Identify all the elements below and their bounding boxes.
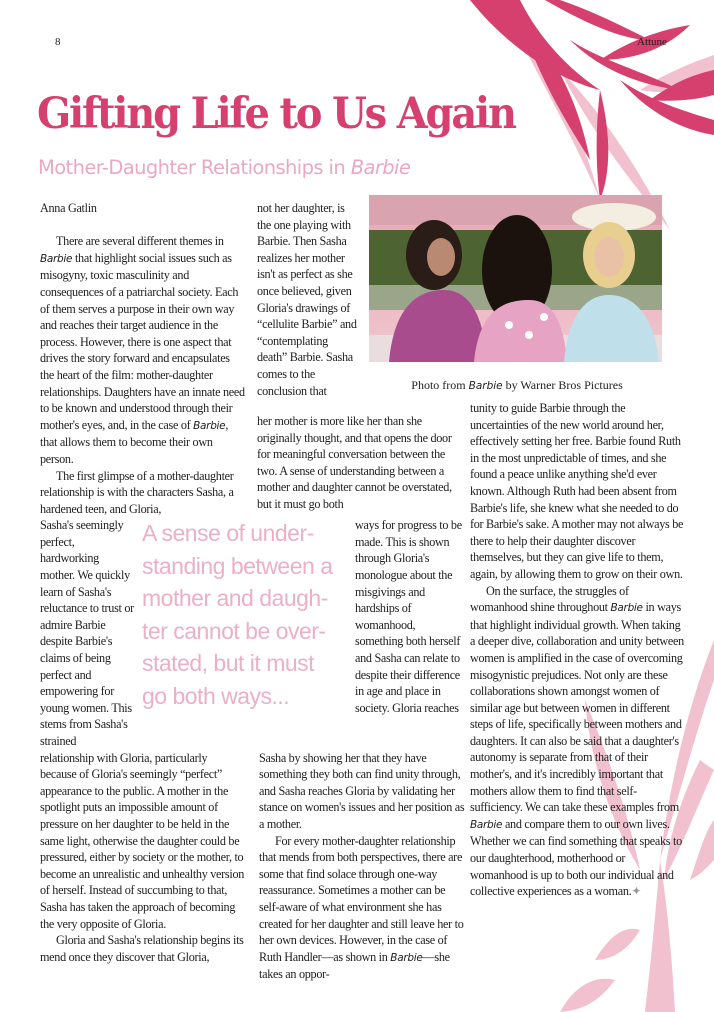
text: For every mother-daughter relationship that mends from both perspectives, there are some that find solace through one-way reassurance. Sometimes a mother can be self-aware of what environment she has created for her daughter and still leave her to her own devices. However, in the case of Ruth Handler—as shown in [259,833,464,964]
pull-quote-line: A sense of under- [142,520,314,547]
publication-name: Attune [637,36,667,48]
column-1-top [40,200,246,517]
article-title: Gifting Life to Us Again [37,88,515,139]
text: in ways that highlight individual growth. When taking a deeper dive, collaboration and unity between women is amplified in the case of overcoming misogynistic prejudices. Not only are these collaborations shown amongst women of similar age but between women in different steps of life, specifically between mothers and daughters. It can also be said that a daughter's autonomy is separate from that of their mother's, and it's incredibly important that mothers allow them to find that self-sufficiency. We can take these examples from [470,600,684,815]
paragraph: The first glimpse of a mother-daughter relationship is with the characters Sasha, a hardened teen, and Gloria, [40,468,234,516]
column-1-narrow: Sasha's seemingly perfect, hardworking mother. We quickly learn of Sasha's reluctance to trust or admire Barbie despite Barbie's claims of being perfect and empowering for young women. This stems from Sasha's strained [40,518,134,748]
paragraph: tunity to guide Barbie through the uncertainties of the new world around her, effectively setting her free. Barbie found Ruth in the most unpredictable of times, and she found a peace unlike anything she'd ever known. Although Ruth had been absent from Barbie's life, she knew what she needed to do for Barbie's sake. A mother may not always be there to help their daughter discover themselves, but they can give life to them, again, by allowing them to grow on their own. [470,401,684,581]
bottom-row [40,750,465,983]
paragraph: Sasha by showing her that they have something they both can find unity through, and Sasha reaches Gloria by validating her stance on women's issues and her position as a mother. [259,750,465,831]
end-mark-icon: ✦ [631,884,642,899]
paragraph: relationship with Gloria, particularly because of Gloria's seemingly “perfect” appearance to the public. A mother in the spotlight puts an impossible amount of pressure on her daughter to be held in the same light, otherwise the daughter could be pressured, either by society or the mother, to become an unrealistic and unhealthy version of herself. Instead of succumbing to that, Sasha has taken the approach of becoming the very opposite of Gloria. [40,750,245,931]
column-2-narrow-bottom: ways for progress to be made. This is shown through Gloria's monologue about the misgivings and hardships of womanhood, something both herself and Sasha can relate to despite their difference in age and place in society. Gloria reaches [355,518,462,715]
text: There are several different themes in [56,234,224,249]
text: and compare them to our own lives. Whether we can find something that speaks to our daughterhood, motherhood or womanhood is up to both our individual and collective experiences as a woman. [470,816,682,899]
photo-image [369,195,662,362]
photo-caption [369,378,665,393]
paragraph [40,233,246,467]
pull-quote [142,517,347,712]
text: Photo from [411,378,469,392]
pull-quote-line: mother and daugh- [142,585,328,612]
pull-quote-line: go both ways... [142,682,290,709]
film-title: Barbie [193,419,226,432]
text: that highlight social issues such as misogyny, toxic masculinity and consequences of a patriarchal society. Each of them serves a purpose in their own way and reaches their target audience in the process. However, there is one aspect that drives the story forward and encapsulates the heart of the film: mother-daughter relationships. Daughters have an innate need to be known and understood through their mother's eyes, and, in the case of [40,250,245,432]
text: by Warner Bros Pictures [502,378,623,392]
text: —she takes an oppor- [259,949,450,982]
film-title: Barbie [40,252,73,265]
pull-quote-line: ter cannot be over- [142,617,326,644]
byline: Anna Gatlin [40,201,97,215]
column-1-bottom [40,750,246,966]
subtitle-film: Barbie [350,156,411,179]
subtitle-text: Mother-Daughter Relationships in [38,156,351,179]
text: On the surface, the struggles of womanhood shine throughout [470,583,629,615]
film-still-photo [369,195,662,362]
paragraph: Gloria and Sasha's relationship begins its mend once they discover that Gloria, [40,933,244,964]
paragraph [259,833,465,983]
column-3 [470,400,684,900]
text: , that allows them to become their own person. [40,417,229,466]
film-title: Barbie [390,951,423,964]
column-2-narrow-top: not her daughter, is the one playing with Barbie. Then Sasha realizes her mother isn't as perfect as she once believed, given Gloria's drawings of “cellulite Barbie” and “contemplating death” Barbie. Sasha comes to the conclusion that [257,201,357,398]
column-2-mid: her mother is more like her than she originally thought, and that opens the door for meaningful conversation between the two. A sense of understanding between a mother and daughter cannot be overstated, but it must go both [257,414,452,511]
pull-quote-row [40,517,465,749]
article-subtitle [38,156,410,179]
pull-quote-line: standing between a [142,552,333,579]
film-title: Barbie [468,380,503,392]
page-number: 8 [55,36,61,48]
film-title: Barbie [470,818,503,831]
film-title: Barbie [610,602,643,615]
paragraph [470,583,684,900]
pull-quote-line: stated, but it must [142,650,315,677]
column-2-bottom [259,750,465,983]
